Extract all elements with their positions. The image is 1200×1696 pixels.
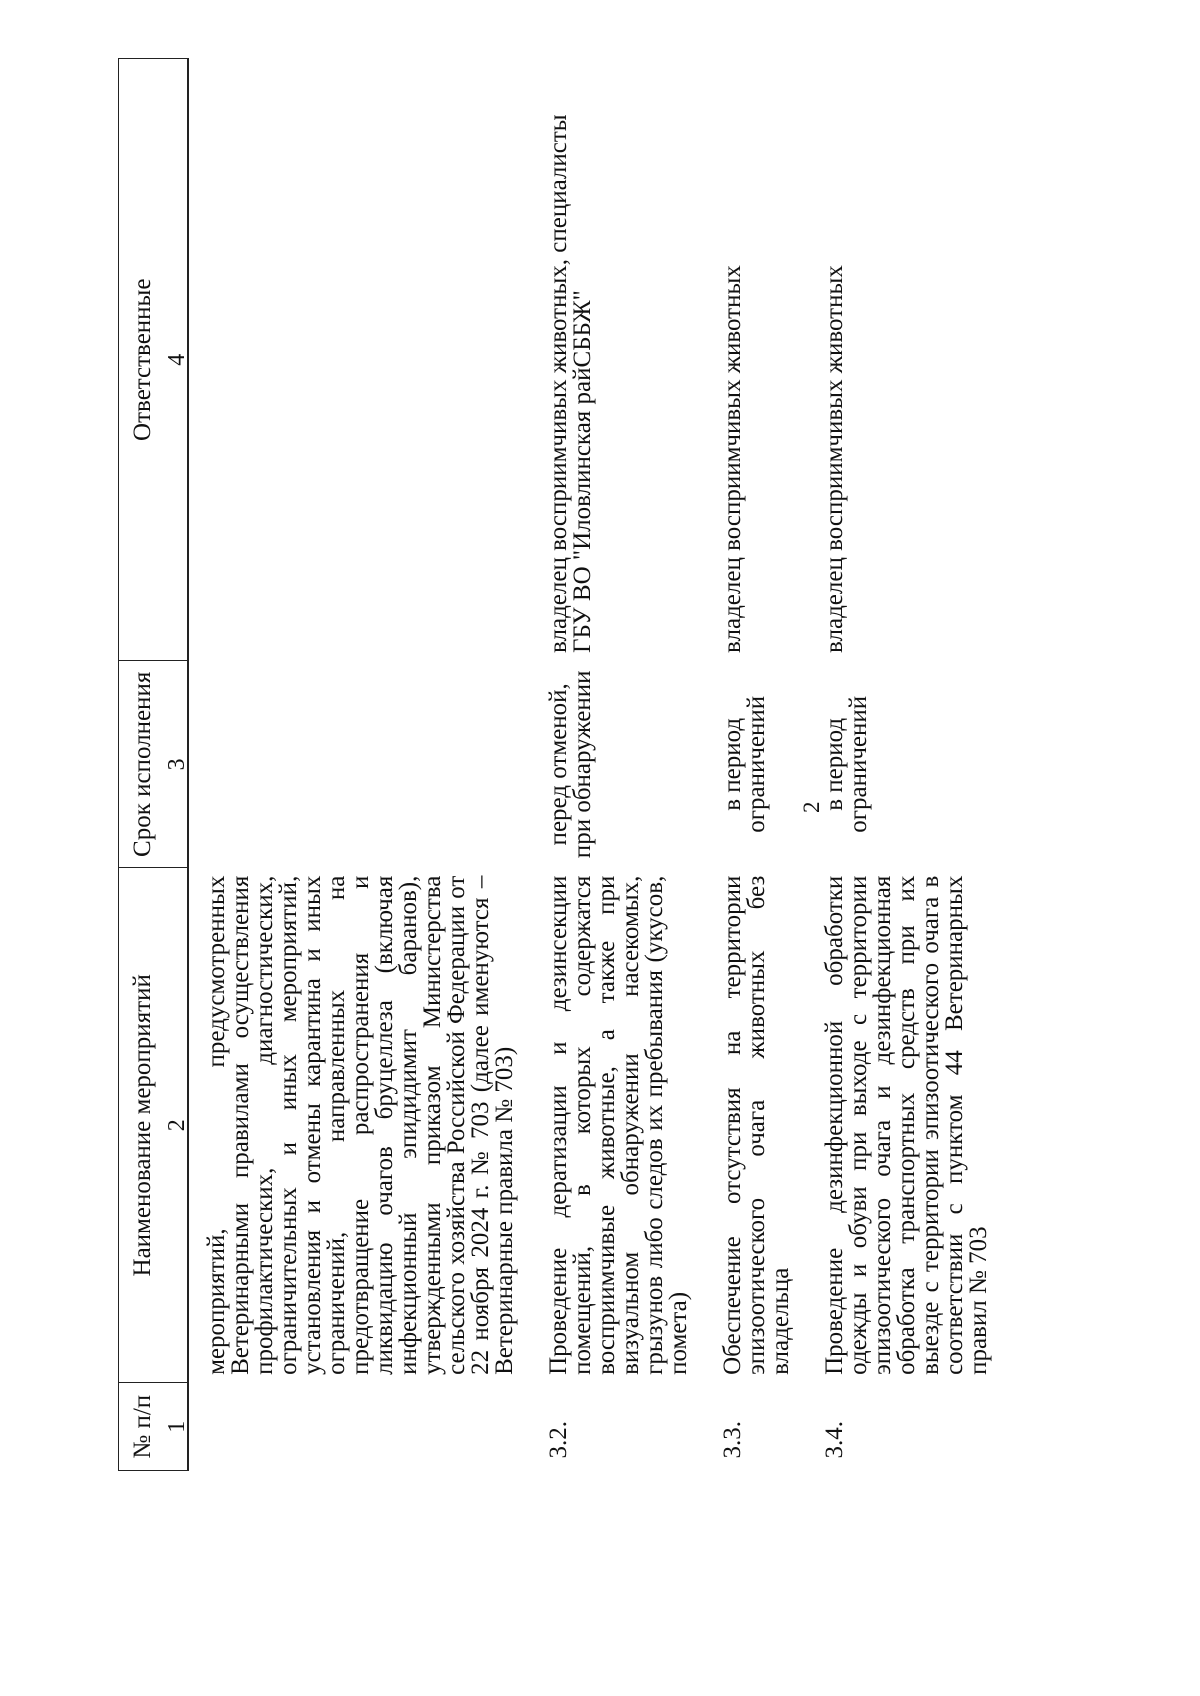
row-responsible: владелец восприимчивых животных xyxy=(821,265,848,653)
row-number xyxy=(205,1383,517,1471)
header-measures: Наименование мероприятий xyxy=(119,868,168,1383)
header-responsible: Ответственные xyxy=(119,59,168,661)
row-responsible xyxy=(205,59,517,661)
column-number: 2 xyxy=(167,868,188,1383)
column-number: 1 xyxy=(167,1383,188,1471)
table-row xyxy=(823,59,991,1471)
table-header-row xyxy=(119,59,168,1471)
column-number: 4 xyxy=(167,59,188,661)
measures-table xyxy=(118,58,991,1471)
row-measure-text: Обеспечение отсутствия на территории эпизоотического очага животных без владельца xyxy=(719,875,794,1375)
row-measure-text: мероприятий, предусмотренных Ветеринарными правилами осуществления профилактических, диагностических, ограничительных и иных мероприятий, установления и отмены карантина и иных ограничений, направленных на предотвращение распространения и ликвидацию очагов бруцеллеза (включая инфекционный эпидидимит баранов), утвержденными приказом Министерства сельского хозяйства Российской Федерации от 22 ноября 2024 г. № 703 (далее именуются – Ветеринарные правила № 703) xyxy=(203,875,518,1375)
table-row xyxy=(205,59,517,1471)
row-term: перед отменой, при обнаружении xyxy=(545,670,596,859)
header-term: Срок исполнения xyxy=(119,661,168,868)
row-responsible: владелец восприимчивых животных, специалисты ГБУ ВО "Иловлинская райСББЖ" xyxy=(545,114,596,653)
row-term: в период ограничений xyxy=(821,695,872,833)
row-number: 3.3. xyxy=(719,1421,746,1459)
row-number: 3.4. xyxy=(821,1421,848,1459)
row-responsible: владелец восприимчивых животных xyxy=(719,265,746,653)
table-row xyxy=(547,59,691,1471)
table-row xyxy=(721,59,793,1471)
page-number: 2 xyxy=(799,801,824,813)
row-measure-text: Проведение дезинфекционной обработки одежды и обуви при выходе с территории эпизоотического очага и дезинфекционная обработка транспортных средств при их выезде с территории эпизоотического очага в соответствии с пунктом 44 Ветеринарных правил № 703 xyxy=(821,875,992,1375)
row-term: в период ограничений xyxy=(719,695,770,833)
row-term xyxy=(205,661,517,868)
column-number-row xyxy=(167,59,188,1471)
row-number: 3.2. xyxy=(545,1421,572,1459)
row-measure-text: Проведение дератизации и дезинсекции помещений, в которых содержатся восприимчивые животные, а также при визуальном обнаружении насекомых, грызунов либо следов их пребывания (укусов, помета) xyxy=(545,875,692,1375)
header-number: № п/п xyxy=(119,1383,168,1471)
column-number: 3 xyxy=(167,661,188,868)
